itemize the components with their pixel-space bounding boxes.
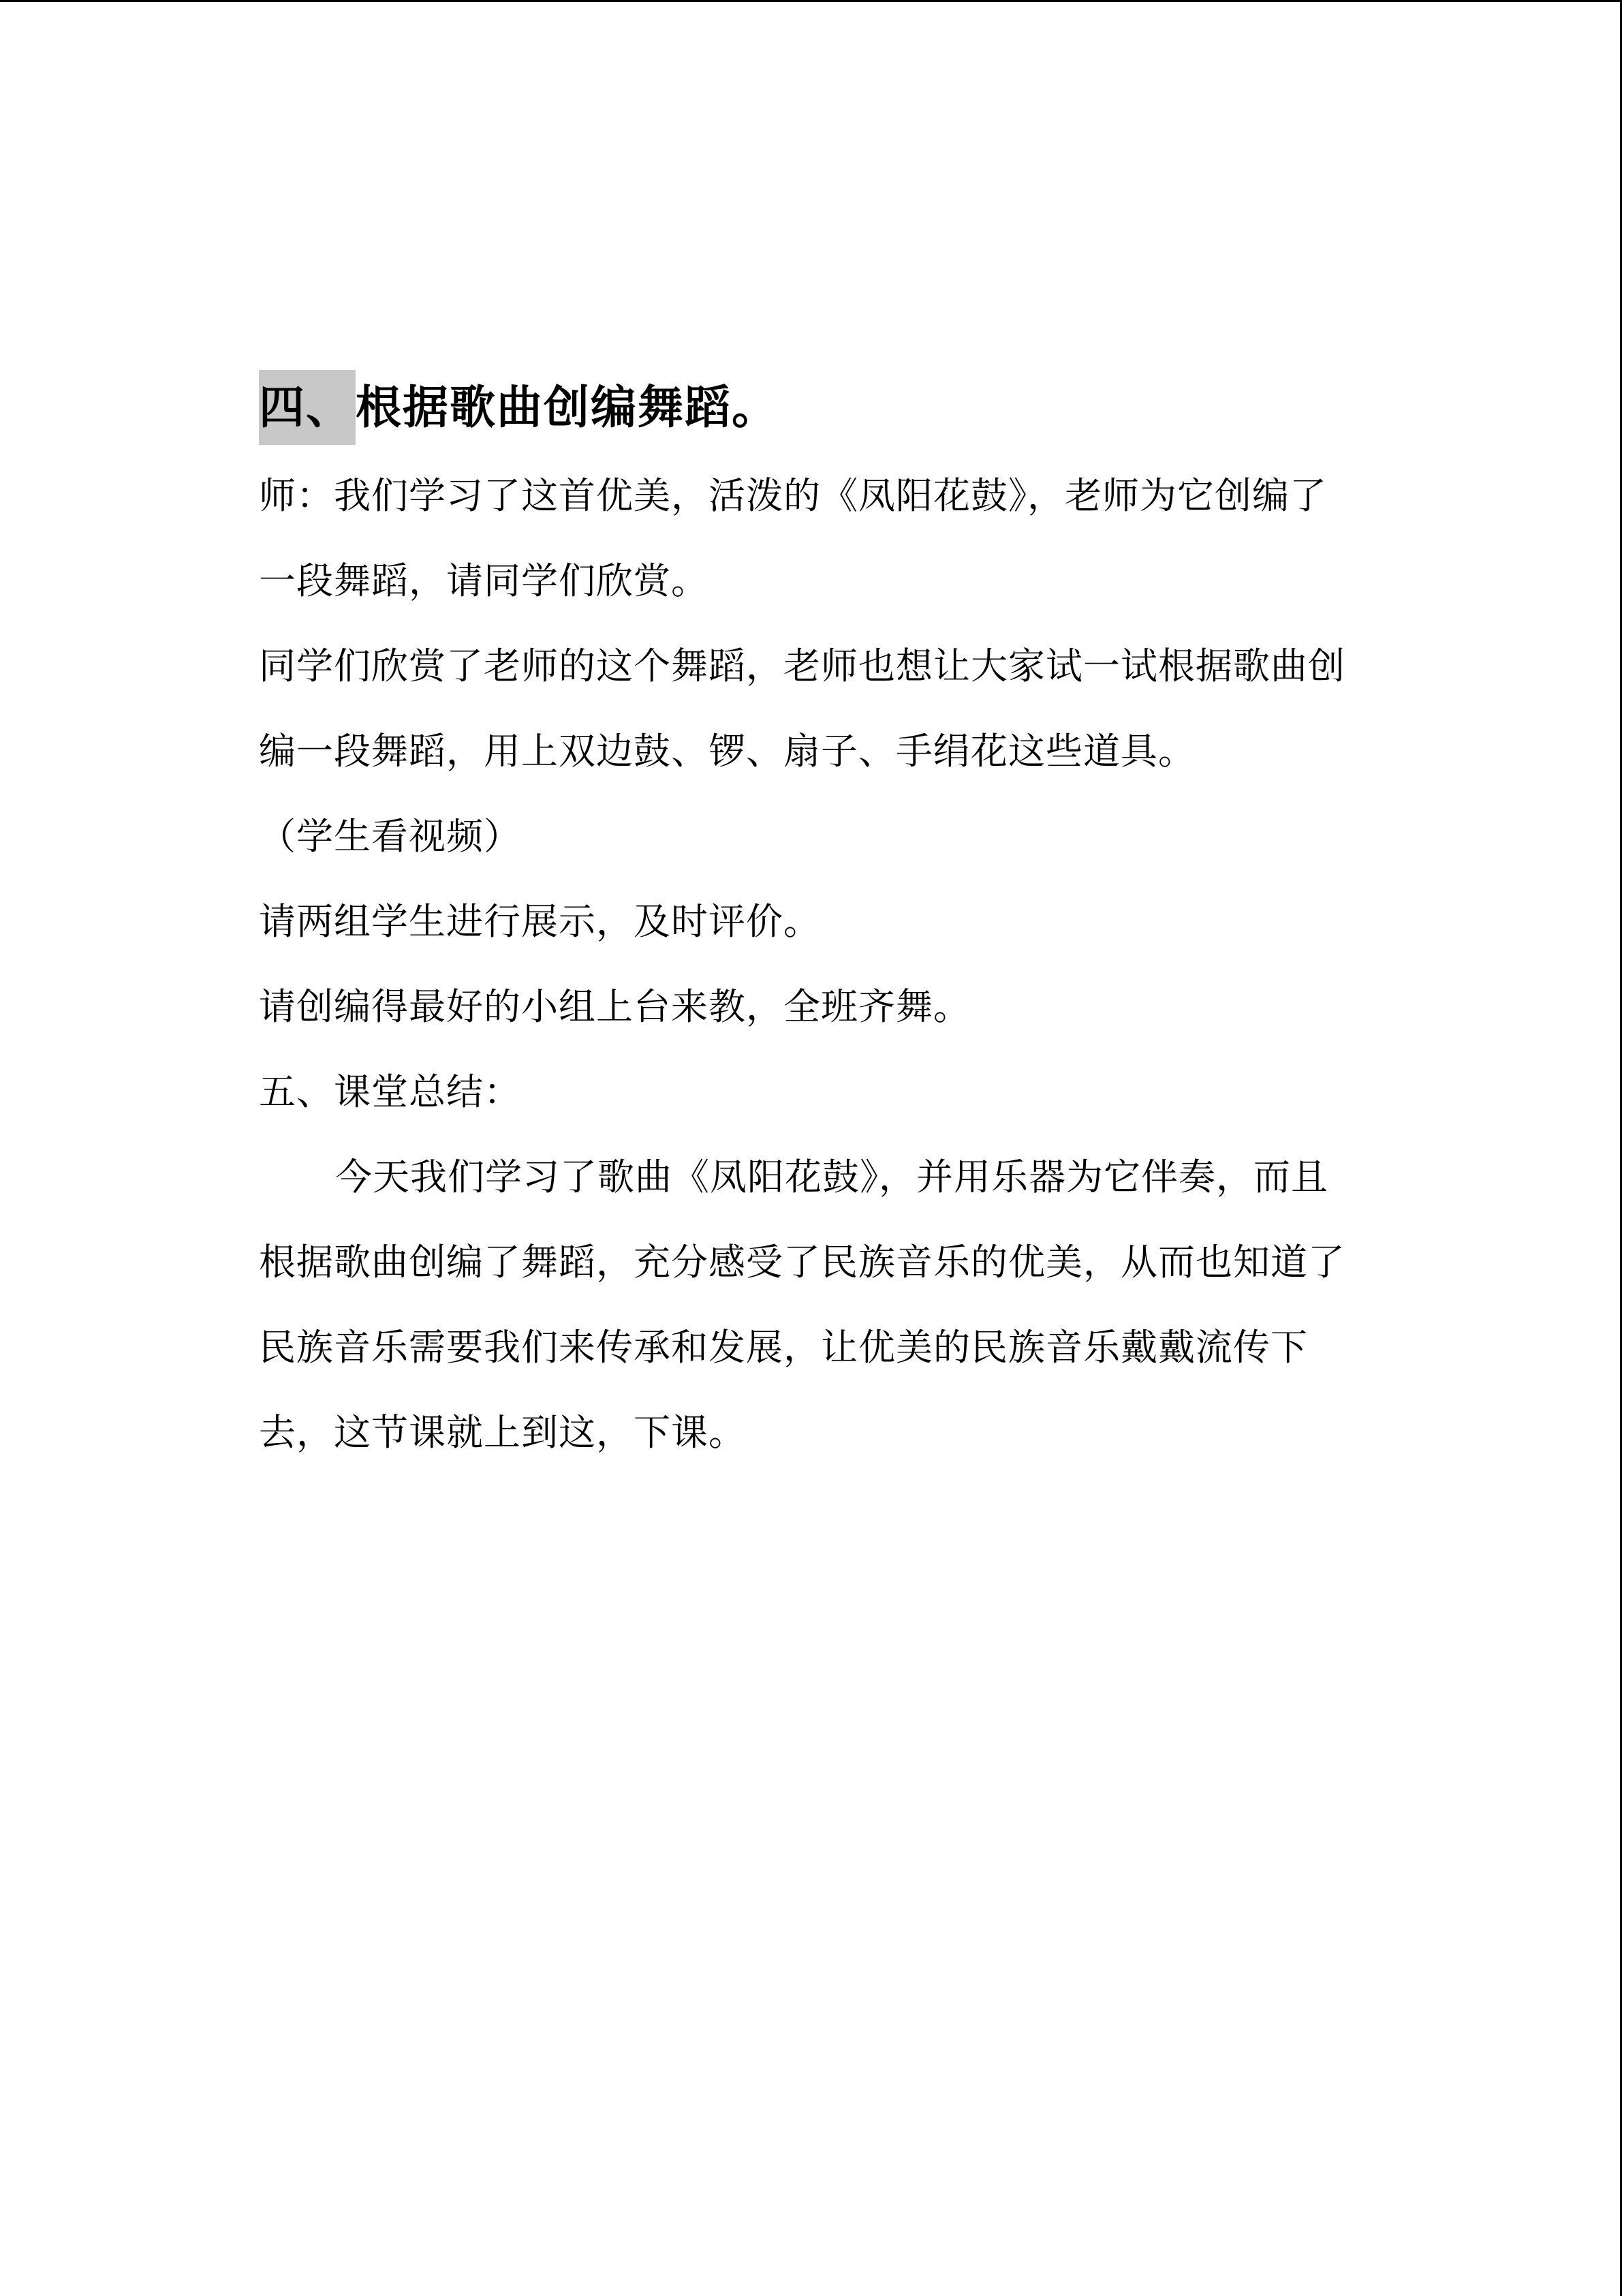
- section-number-highlight: 四、: [259, 370, 356, 445]
- paragraph-line: 师：我们学习了这首优美，活泼的《凤阳花鼓》，老师为它创编了: [259, 474, 1327, 517]
- summary-line: 民族音乐需要我们来传承和发展，让优美的民族音乐戴戴流传下: [259, 1326, 1308, 1369]
- summary-line: 今天我们学习了歌曲《凤阳花鼓》，并用乐器为它伴奏，而且: [335, 1155, 1328, 1198]
- section-five-heading: 五、课堂总结：: [259, 1070, 521, 1113]
- paragraph-line: 请创编得最好的小组上台来教，全班齐舞。: [259, 985, 971, 1028]
- paragraph-line: （学生看视频）: [259, 815, 521, 858]
- summary-line: 根据歌曲创编了舞蹈，充分感受了民族音乐的优美，从而也知道了: [259, 1241, 1345, 1284]
- summary-line: 去，这节课就上到这，下课。: [259, 1411, 746, 1454]
- document-body: [259, 370, 1376, 1475]
- paragraph-line: 一段舞蹈，请同学们欣赏。: [259, 559, 708, 602]
- paragraph-line: 请两组学生进行展示，及时评价。: [259, 900, 821, 943]
- paragraph-line: 编一段舞蹈，用上双边鼓、锣、扇子、手绢花这些道具。: [259, 730, 1196, 773]
- paragraph-line: 同学们欣赏了老师的这个舞蹈，老师也想让大家试一试根据歌曲创: [259, 645, 1345, 687]
- section-heading: [259, 370, 1376, 445]
- section-title: 根据歌曲创编舞蹈。: [356, 381, 779, 434]
